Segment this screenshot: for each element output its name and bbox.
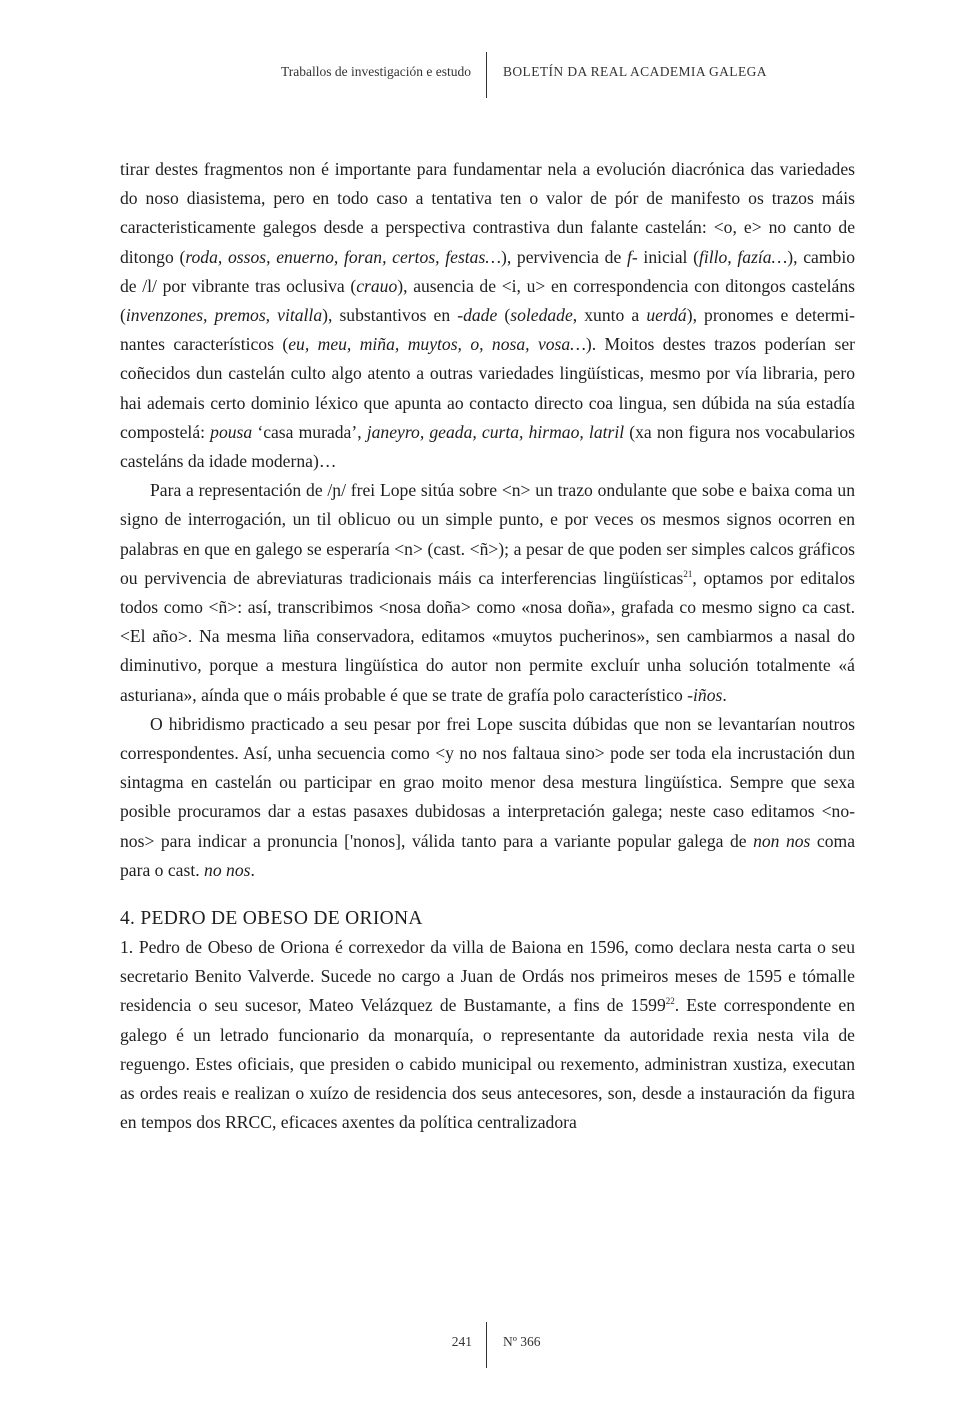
section-heading: 4. PEDRO DE OBESO DE ORIONA [120,908,423,930]
text-run: , optamos por editalos todos como <ñ>: así, transcribimos <nosa doña> como «nosa doña», grafada co mesmo signo ca cast. <El año>. Na mesma liña conservadora, editamos «muytos pucherinos», sen cambiarmos a nasal do diminutivo, porque a mestura lingüística do autor non permite excluír unha solución totalmente «á asturiana», aínda que o máis probable é que se trate de grafía polo característico [120,567,855,705]
footer-page-number: 241 [451,1334,472,1349]
text-run: ), substantivos en [322,305,458,326]
italic-text: soledade [510,305,573,326]
paragraph [120,155,855,476]
text-run: . Este correspondente en galego é un letrado funcionario da monarquía, o representante da autoridade rexia nesta vila de reguengo. Estes oficiais, que presiden o cabido municipal ou rexemento, administran xustiza, executan as ordes reais e realizan o xuízo de residencia dos seus antecesores, son, desde a instauración da figura en tempos dos RRCC, eficaces axentes da política centralizadora [120,995,855,1133]
header-journal-title: BOLETÍN DA REAL ACADEMIA GALEGA [503,64,767,79]
italic-text: non nos [753,830,811,851]
italic-text: janeyro, geada, curta, hirmao, latril [366,421,625,442]
header-section-title: Traballos de investigación e estudo [281,64,471,79]
footer-issue-number: Nº 366 [503,1334,541,1349]
italic-text: f- [626,246,638,267]
text-run: ), pervivencia de [500,246,627,267]
body-text [120,155,855,1138]
paragraph [120,476,855,710]
italic-text: pousa [210,421,253,442]
text-run: , xunto a [572,305,647,326]
italic-text: -dade [457,305,498,326]
footnote-ref[interactable]: 22 [665,996,675,1007]
text-run: coma para o cast. [120,830,856,880]
italic-text: eu, meu, miña, muytos, o, nosa, vosa… [288,334,586,355]
text-run: . [722,684,727,705]
text-run: ( [497,305,511,326]
paragraph [120,933,855,1137]
italic-text: -iños [687,684,723,705]
text-run: ), pronomes e determinantes característicos ( [120,305,856,355]
text-run: . [250,859,255,880]
text-run: O hibridismo practicado a seu pesar por frei Lope suscita dúbidas que non se levantarían noutros correspondentes. Así, unha secuencia como <y no nos faltaua sino> pode ser toda ela incrustación dun sintagma en castelán ou participar en grao moito menor desa mestura lingüística. Sempre que sexa posible procuramos dar a estas pasaxes dubidosas a interpretación galega; neste caso editamos <no-nos> para indicar a pronuncia ['nonos], válida tanto para a variante popular galega de [120,713,855,851]
italic-text: crauo [356,275,398,296]
text-run: ), ausencia de <i, u> en correspondencia con ditongos casteláns ( [120,275,855,326]
footer-divider [486,1322,487,1368]
text-run: inicial ( [637,246,699,267]
italic-text: no nos [204,859,251,880]
italic-text: invenzones, premos, vitalla [125,305,323,326]
italic-text: roda, ossos, enuerno, foran, certos, festas… [185,246,501,267]
text-run: 1. Pedro de Obeso de Oriona é correxedor da villa de Baiona en 1596, como declara nesta carta o seu secretario Benito Valverde. Sucede no cargo a Juan de Ordás nos primeiros meses de 1595 e tómalle residencia o seu sucesor, Mateo Velázquez de Bustamante, a fins de 1599 [120,937,855,1016]
paragraph [120,710,855,885]
text-run: ‘casa murada’, [252,421,367,442]
header-divider [486,52,487,98]
footnote-ref[interactable]: 21 [683,568,693,579]
italic-text: fillo, fazía… [698,246,788,267]
text-run: tirar destes fragmentos non é importante para fundamentar nela a evolución diacrónica das variedades do noso diasistema, pero en todo caso a tentativa ten o valor de pór de manifesto os trazos máis caracteristicamente galegos desde a perspectiva contrastiva dun falante castelán: <o, e> no canto de ditongo ( [120,159,855,267]
text-run: ). Moitos destes trazos poderían ser coñecidos dun castelán culto algo atento a outras variedades lingüísticas, mesmo por vía libraria, pero hai ademais certo dominio léxico que apunta ao contacto directo coa lingua, sen dúbida na súa estadía compostelá: [120,334,855,442]
text-run: ), cambio de /l/ por vibrante tras oclusiva ( [120,246,855,296]
italic-text: uerdá [646,305,687,326]
text-run: (xa non figura nos vocabularios casteláns da idade moderna)… [120,421,855,472]
text-run: Para a representación de /ɲ/ frei Lope sitúa sobre <n> un trazo ondulante que sobe e baixa coma un signo de interrogación, un til oblicuo ou un simple punto, e por veces os mesmos signos ocorren en palabras en que en galego se esperaría <n> (cast. <ñ>); a pesar de que poden ser simples calcos gráficos ou pervivencia de abreviaturas tradicionais máis ca interferencias lingüísticas [120,480,855,588]
